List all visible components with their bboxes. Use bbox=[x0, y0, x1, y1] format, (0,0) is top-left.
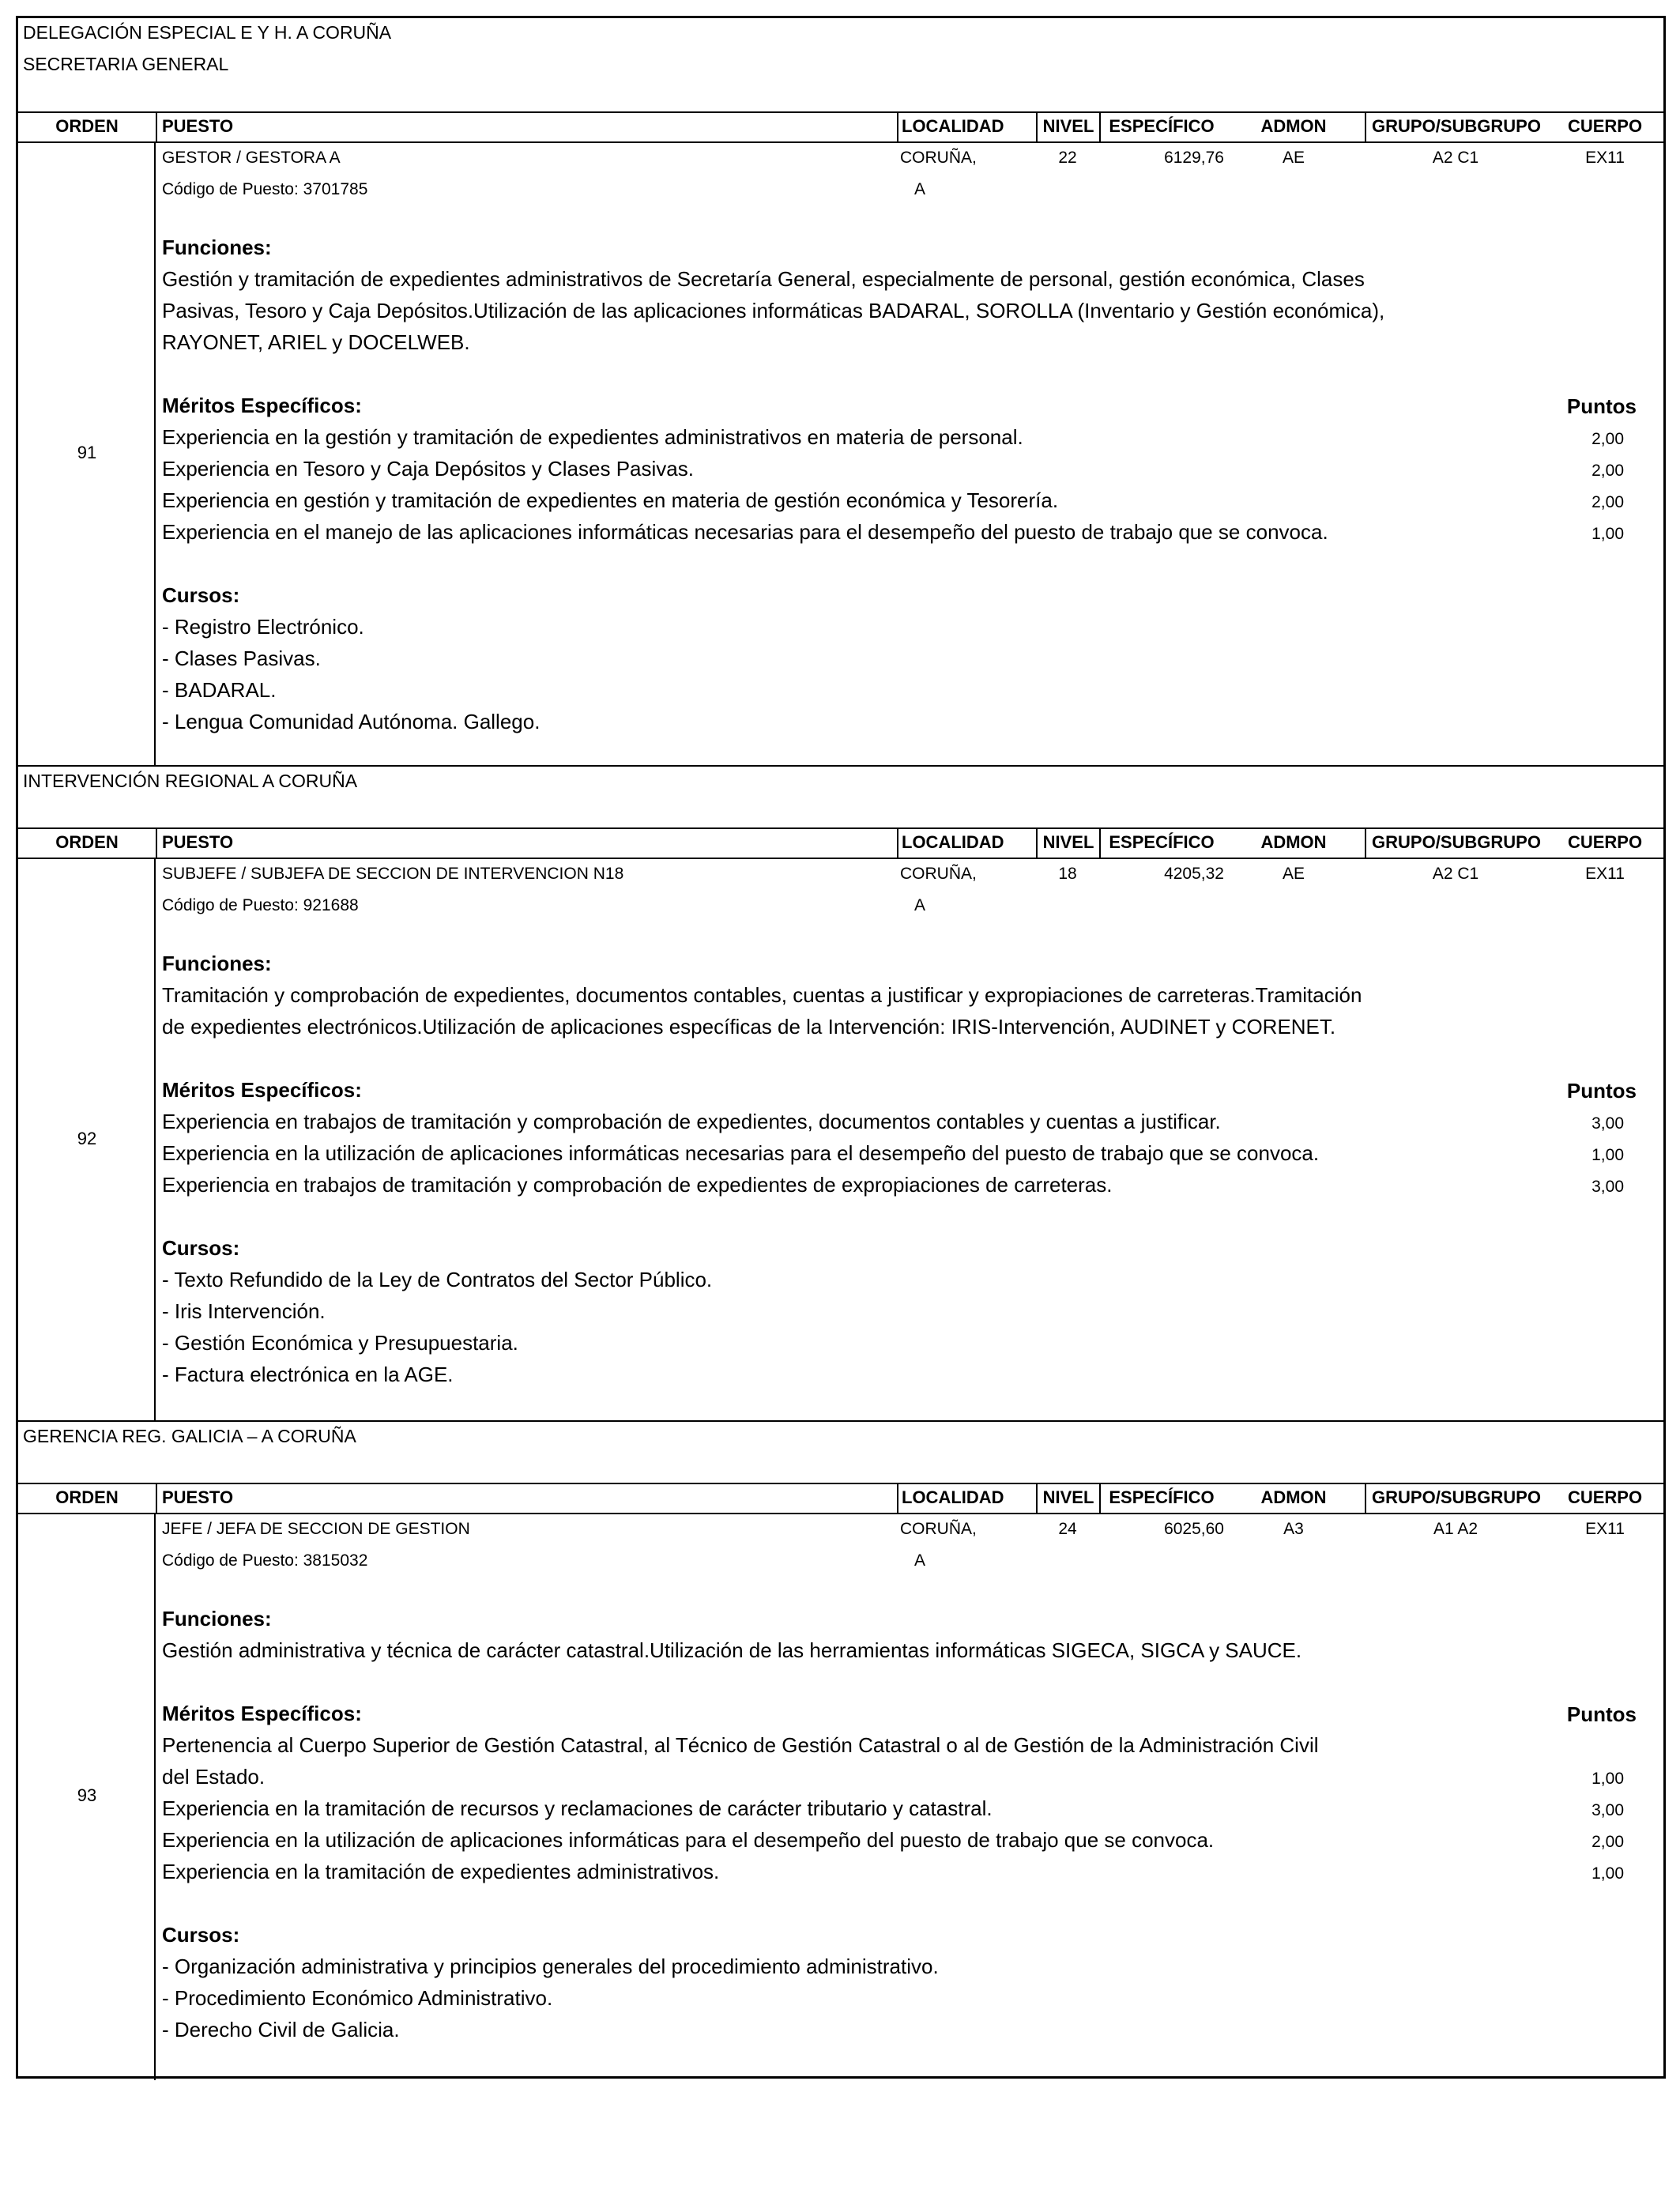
cuerpo-value: EX11 bbox=[1585, 865, 1625, 883]
merito-line: Experiencia en trabajos de tramitación y comprobación de expedientes de expropiaciones de carreteras. bbox=[162, 1173, 1113, 1197]
merito-line: Experiencia en Tesoro y Caja Depósitos y Clases Pasivas. bbox=[162, 457, 694, 481]
column-header-especifico: ESPECÍFICO bbox=[1099, 827, 1222, 858]
funciones-heading: Funciones: bbox=[162, 952, 272, 975]
curso-item: - Organización administrativa y principios generales del procedimiento administrativo. bbox=[162, 1955, 939, 1978]
position-section bbox=[18, 18, 1663, 765]
merito-puntos: 1,00 bbox=[1591, 1146, 1624, 1164]
curso-item: - Factura electrónica en la AGE. bbox=[162, 1363, 454, 1386]
position-body bbox=[18, 1513, 1663, 2080]
puntos-heading: Puntos bbox=[1566, 1079, 1637, 1103]
orden-column bbox=[18, 141, 156, 765]
especifico-value: 4205,32 bbox=[1164, 865, 1224, 883]
localidad-value-cont: A bbox=[914, 896, 926, 914]
grupo-value: A2 C1 bbox=[1432, 865, 1479, 883]
funciones-line: Gestión administrativa y técnica de carácter catastral.Utilización de las herramientas informáticas SIGECA, SIGCA y SAUCE. bbox=[162, 1638, 1302, 1662]
curso-item: - Clases Pasivas. bbox=[162, 647, 321, 670]
nivel-value: 24 bbox=[1058, 1520, 1077, 1538]
position-body bbox=[18, 858, 1663, 1422]
meritos-heading: Méritos Específicos: bbox=[162, 1078, 362, 1102]
codigo-puesto: Código de Puesto: 3815032 bbox=[162, 1551, 368, 1570]
cursos-heading: Cursos: bbox=[162, 583, 240, 607]
especifico-value: 6025,60 bbox=[1164, 1520, 1224, 1538]
puesto-title: JEFE / JEFA DE SECCION DE GESTION bbox=[162, 1520, 470, 1538]
merito-line: Experiencia en gestión y tramitación de expedientes en materia de gestión económica y Tesorería. bbox=[162, 488, 1059, 512]
column-header-row bbox=[18, 1483, 1663, 1514]
cursos-heading: Cursos: bbox=[162, 1236, 240, 1260]
merito-line: del Estado. bbox=[162, 1765, 266, 1789]
merito-puntos: 1,00 bbox=[1591, 1770, 1624, 1788]
merito-puntos: 2,00 bbox=[1591, 493, 1624, 511]
funciones-line: RAYONET, ARIEL y DOCELWEB. bbox=[162, 330, 470, 354]
cuerpo-value: EX11 bbox=[1585, 149, 1625, 167]
column-header-grupo: GRUPO/SUBGRUPO bbox=[1365, 1483, 1546, 1513]
position-section bbox=[18, 1420, 1663, 2080]
column-header-nivel: NIVEL bbox=[1036, 1483, 1099, 1513]
localidad-value: CORUÑA, bbox=[900, 149, 977, 167]
column-header-especifico: ESPECÍFICO bbox=[1099, 111, 1222, 141]
nivel-value: 18 bbox=[1058, 865, 1077, 883]
curso-item: - Texto Refundido de la Ley de Contratos del Sector Público. bbox=[162, 1268, 713, 1291]
puesto-title: GESTOR / GESTORA A bbox=[162, 149, 341, 167]
column-header-puesto: PUESTO bbox=[156, 827, 897, 858]
curso-item: - Iris Intervención. bbox=[162, 1299, 326, 1323]
merito-puntos: 3,00 bbox=[1591, 1114, 1624, 1133]
curso-item: - Gestión Económica y Presupuestaria. bbox=[162, 1331, 518, 1355]
grupo-value: A1 A2 bbox=[1433, 1520, 1478, 1538]
unit-name: GERENCIA REG. GALICIA – A CORUÑA bbox=[23, 1426, 356, 1446]
funciones-line: de expedientes electrónicos.Utilización de aplicaciones específicas de la Intervención: IRIS-Intervención, AUDINET y CORENET. bbox=[162, 1015, 1336, 1039]
column-header-orden: ORDEN bbox=[55, 116, 119, 136]
position-body bbox=[18, 141, 1663, 765]
codigo-puesto: Código de Puesto: 3701785 bbox=[162, 180, 368, 198]
unit-header bbox=[18, 767, 1663, 829]
unit-header bbox=[18, 18, 1663, 113]
merito-puntos: 3,00 bbox=[1591, 1178, 1624, 1196]
curso-item: - BADARAL. bbox=[162, 678, 277, 702]
column-header-grupo: GRUPO/SUBGRUPO bbox=[1365, 827, 1546, 858]
column-header-cuerpo: CUERPO bbox=[1567, 1487, 1643, 1507]
orden-column bbox=[18, 1513, 156, 2080]
column-header-grupo: GRUPO/SUBGRUPO bbox=[1365, 111, 1546, 141]
orden-number: 91 bbox=[77, 442, 97, 462]
column-header-puesto: PUESTO bbox=[156, 111, 897, 141]
column-header-cuerpo: CUERPO bbox=[1567, 832, 1643, 852]
nivel-value: 22 bbox=[1058, 149, 1077, 167]
merito-puntos: 1,00 bbox=[1591, 525, 1624, 543]
merito-line: Experiencia en la gestión y tramitación de expedientes administrativos en materia de personal. bbox=[162, 425, 1023, 449]
orden-number: 92 bbox=[77, 1129, 97, 1148]
column-header-orden: ORDEN bbox=[55, 832, 119, 852]
column-header-puesto: PUESTO bbox=[156, 1483, 897, 1513]
admon-value: AE bbox=[1282, 865, 1305, 883]
cuerpo-value: EX11 bbox=[1585, 1520, 1625, 1538]
merito-line: Experiencia en la tramitación de recursos y reclamaciones de carácter tributario y catastral. bbox=[162, 1796, 993, 1820]
localidad-value-cont: A bbox=[914, 1551, 926, 1570]
column-header-orden: ORDEN bbox=[55, 1487, 119, 1507]
column-header-cuerpo: CUERPO bbox=[1567, 116, 1643, 136]
merito-line: Pertenencia al Cuerpo Superior de Gestión Catastral, al Técnico de Gestión Catastral o al de Gestión de la Administración Civil bbox=[162, 1733, 1319, 1757]
merito-puntos: 2,00 bbox=[1591, 430, 1624, 448]
column-header-admon: ADMON bbox=[1260, 832, 1327, 852]
funciones-line: Tramitación y comprobación de expedientes, documentos contables, cuentas a justificar y expropiaciones de carreteras.Tramitación bbox=[162, 983, 1362, 1007]
position-section bbox=[18, 765, 1663, 1422]
document-page bbox=[16, 16, 1666, 2079]
merito-line: Experiencia en la utilización de aplicaciones informáticas para el desempeño del puesto de trabajo que se convoca. bbox=[162, 1828, 1215, 1852]
merito-puntos: 2,00 bbox=[1591, 462, 1624, 480]
admon-value: A3 bbox=[1283, 1520, 1304, 1538]
column-header-row bbox=[18, 827, 1663, 859]
localidad-value-cont: A bbox=[914, 180, 926, 198]
funciones-heading: Funciones: bbox=[162, 1607, 272, 1630]
column-header-admon: ADMON bbox=[1260, 1487, 1327, 1507]
curso-item: - Derecho Civil de Galicia. bbox=[162, 2018, 400, 2041]
unit-name: INTERVENCIÓN REGIONAL A CORUÑA bbox=[23, 771, 358, 791]
admon-value: AE bbox=[1282, 149, 1305, 167]
column-header-localidad: LOCALIDAD bbox=[897, 1483, 1036, 1513]
orden-column bbox=[18, 858, 156, 1422]
localidad-value: CORUÑA, bbox=[900, 865, 977, 883]
funciones-heading: Funciones: bbox=[162, 236, 272, 259]
curso-item: - Registro Electrónico. bbox=[162, 615, 364, 639]
unit-header bbox=[18, 1422, 1663, 1484]
unit-name: SECRETARIA GENERAL bbox=[23, 54, 229, 74]
column-header-nivel: NIVEL bbox=[1036, 827, 1099, 858]
merito-line: Experiencia en trabajos de tramitación y comprobación de expedientes, documentos contables y cuentas a justificar. bbox=[162, 1110, 1221, 1133]
meritos-heading: Méritos Específicos: bbox=[162, 394, 362, 417]
puesto-title: SUBJEFE / SUBJEFA DE SECCION DE INTERVENCION N18 bbox=[162, 865, 624, 883]
merito-puntos: 2,00 bbox=[1591, 1833, 1624, 1851]
curso-item: - Procedimiento Económico Administrativo. bbox=[162, 1986, 553, 2010]
merito-line: Experiencia en la utilización de aplicaciones informáticas necesarias para el desempeño del puesto de trabajo que se convoca. bbox=[162, 1141, 1320, 1165]
funciones-line: Gestión y tramitación de expedientes administrativos de Secretaría General, especialmente de personal, gestión económica, Clases bbox=[162, 267, 1365, 291]
localidad-value: CORUÑA, bbox=[900, 1520, 977, 1538]
column-header-localidad: LOCALIDAD bbox=[897, 111, 1036, 141]
codigo-puesto: Código de Puesto: 921688 bbox=[162, 896, 359, 914]
merito-line: Experiencia en la tramitación de expedientes administrativos. bbox=[162, 1860, 720, 1883]
column-header-nivel: NIVEL bbox=[1036, 111, 1099, 141]
especifico-value: 6129,76 bbox=[1164, 149, 1224, 167]
column-header-localidad: LOCALIDAD bbox=[897, 827, 1036, 858]
meritos-heading: Méritos Específicos: bbox=[162, 1702, 362, 1725]
column-header-row bbox=[18, 111, 1663, 143]
merito-puntos: 1,00 bbox=[1591, 1864, 1624, 1883]
puntos-heading: Puntos bbox=[1566, 394, 1637, 418]
unit-name: DELEGACIÓN ESPECIAL E Y H. A CORUÑA bbox=[23, 22, 392, 43]
column-header-especifico: ESPECÍFICO bbox=[1099, 1483, 1222, 1513]
grupo-value: A2 C1 bbox=[1432, 149, 1479, 167]
column-header-admon: ADMON bbox=[1260, 116, 1327, 136]
puntos-heading: Puntos bbox=[1566, 1702, 1637, 1726]
curso-item: - Lengua Comunidad Autónoma. Gallego. bbox=[162, 710, 541, 733]
funciones-line: Pasivas, Tesoro y Caja Depósitos.Utilización de las aplicaciones informáticas BADARAL, SOROLLA (Inventario y Gestión económica), bbox=[162, 299, 1385, 322]
orden-number: 93 bbox=[77, 1785, 97, 1805]
cursos-heading: Cursos: bbox=[162, 1923, 240, 1947]
merito-puntos: 3,00 bbox=[1591, 1801, 1624, 1819]
merito-line: Experiencia en el manejo de las aplicaciones informáticas necesarias para el desempeño del puesto de trabajo que se convoca. bbox=[162, 520, 1328, 544]
